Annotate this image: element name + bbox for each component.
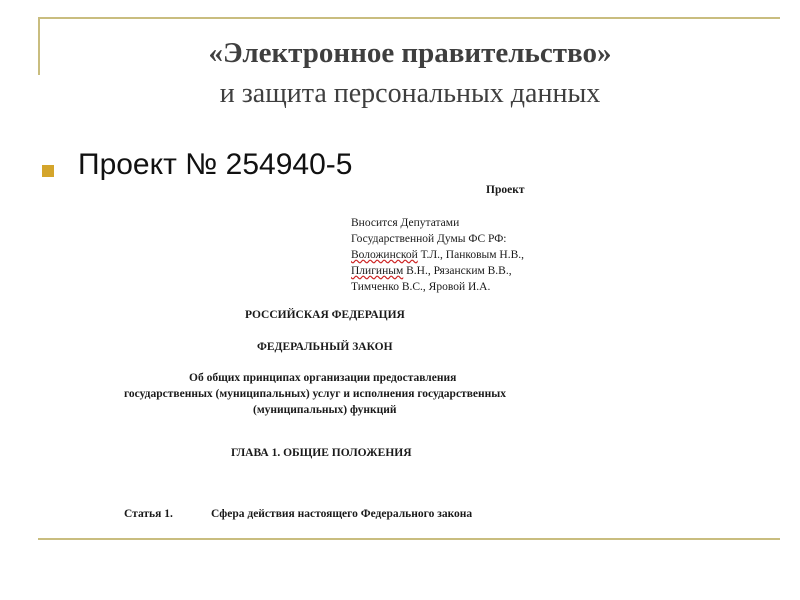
doc-submitted-line5: Тимченко В.С., Яровой И.А. [351, 281, 491, 293]
doc-law-type: ФЕДЕРАЛЬНЫЙ ЗАКОН [257, 341, 393, 353]
doc-author-a-rest: Т.Л., Панковым Н.В., [417, 249, 525, 261]
doc-submitted-line4 [351, 265, 512, 277]
doc-law-title-3: (муниципальных) функций [253, 404, 397, 416]
doc-author-a: Воложинской [351, 249, 418, 261]
doc-author-b-rest: В.Н., Рязанским В.В., [403, 265, 512, 277]
doc-law-title-1: Об общих принципах организации предоставления [189, 372, 457, 384]
doc-author-b: Плигиным [351, 265, 404, 277]
doc-submitted-line2: Государственной Думы ФС РФ: [351, 233, 507, 245]
bullet-project-number: Проект № 254940-5 [78, 148, 353, 181]
doc-label: Проект [486, 184, 525, 196]
slide-title-line1: «Электронное правительство» [208, 37, 612, 69]
slide-title-line2: и защита персональных данных [219, 78, 601, 109]
doc-chapter: ГЛАВА 1. ОБЩИЕ ПОЛОЖЕНИЯ [231, 447, 412, 459]
doc-article-no: Статья 1. [124, 508, 173, 520]
doc-law-title-2: государственных (муниципальных) услуг и исполнения государственных [124, 388, 506, 400]
doc-submitted-line3 [351, 249, 524, 261]
doc-country: РОССИЙСКАЯ ФЕДЕРАЦИЯ [245, 309, 405, 321]
doc-article-title: Сфера действия настоящего Федерального закона [211, 508, 473, 520]
doc-submitted-line1: Вносится Депутатами [351, 217, 460, 229]
